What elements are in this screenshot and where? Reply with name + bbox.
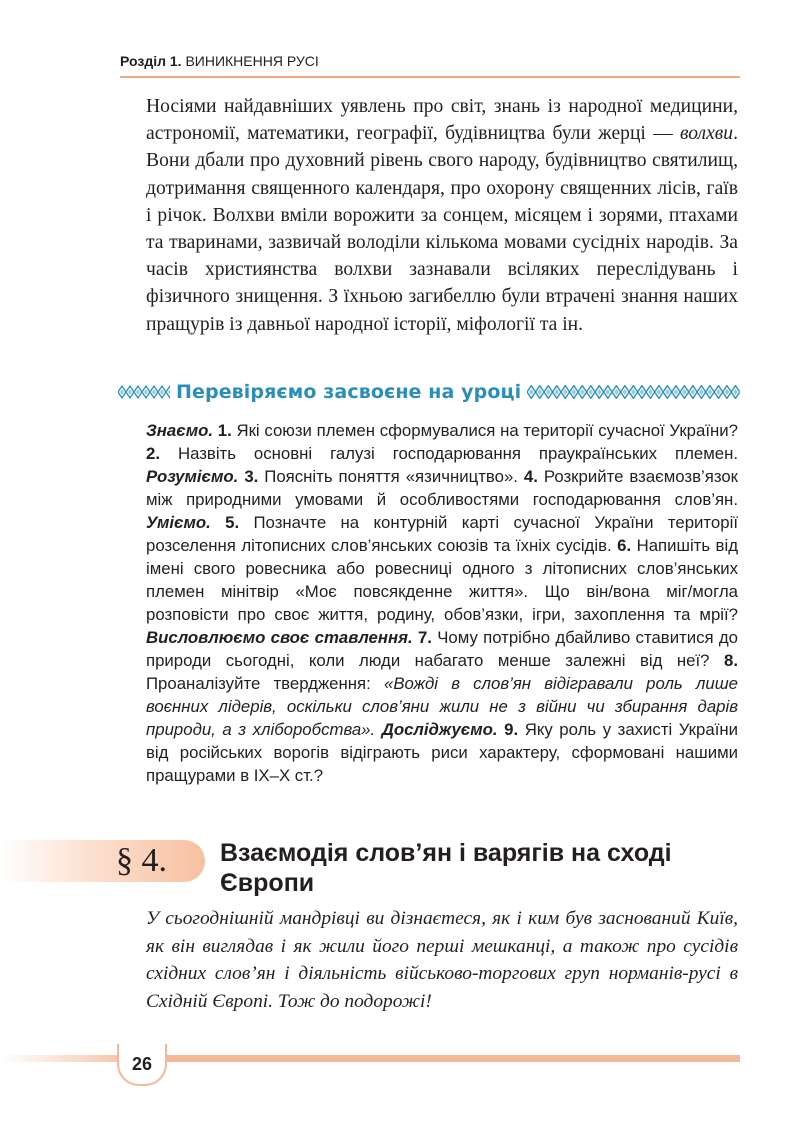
task-quote: «Вожді в слов’ян відігравали роль лише воєнних лідерів, оскільки слов’яни жили не з війни чи збирання дарів природи, а з хліборобства».: [146, 674, 738, 739]
label-research: Досліджуємо.: [381, 720, 498, 739]
check-heading: [118, 379, 740, 405]
intro-text-2: . Вони дбали про духовний рівень свого народу, будівництво святилищ, дотримання священного календаря, про охорону священних лісів, гаїв і річок. Волхви вміли ворожити за сонцем, місяцем і зорями, птахами та тваринами, зазвичай володіли кількома мовами сусідніх народів. За часів християнства волхви зазнавали всіляких переслідувань і фізичного знищення. З їхньою загибеллю були втрачені знання наших пращурів із давньої народної історії, міфології та ін.: [146, 123, 738, 335]
task-number: 9.: [504, 720, 519, 739]
task-text: Поясніть поняття «язичництво».: [264, 467, 518, 486]
task-number: 4.: [523, 467, 538, 486]
task-number: 6.: [617, 536, 632, 555]
task-text: Проаналізуйте твердження:: [146, 674, 371, 693]
label-know: Знаємо.: [146, 421, 214, 440]
task-text: Яку роль у захисті України від російських ворогів відіграють риси характеру, сформовані нашими пращурами в IX–X ст.?: [146, 720, 738, 785]
task-text: Чому потрібно дбайливо ставитися до природи сьогодні, коли люди набагато менше залежні від неї?: [146, 628, 738, 670]
intro-paragraph: [146, 93, 738, 338]
task-text: Позначте на контурній карті сучасної України території розселення літописних слов’янських союзів та їхніх сусідів.: [146, 513, 738, 555]
label-can: Уміємо.: [146, 513, 211, 532]
ornament-right-icon: [527, 385, 740, 399]
task-text: Які союзи племен сформувалися на території сучасної України?: [236, 421, 738, 440]
task-text: Назвіть основні галузі господарювання праукраїнських племен.: [177, 444, 738, 463]
section-label: Розділ 1.: [120, 53, 182, 69]
lead-paragraph: У сьогоднішній мандрівці ви дізнаєтеся, як і ким був заснований Київ, як він виглядав і як жили його перші мешканці, а також про сусідів східних слов’ян і діяльність військово-торгових груп норманів-русі в Східній Європі. Тож до подорожі!: [146, 908, 738, 1012]
task-number: 1.: [217, 421, 232, 440]
running-head: [120, 50, 740, 78]
check-heading-title: Перевіряємо засвоєне на уроці: [176, 381, 522, 403]
footer-rule: [0, 1055, 740, 1062]
intro-text-1: Носіями найдавніших уявлень про світ, знань із народної медицини, астрономії, математики, географії, будівництва були жерці —: [146, 96, 738, 145]
paragraph-title: Взаємодія слов’ян і варягів на сході Європи: [220, 839, 672, 897]
section-title: ВИНИКНЕННЯ РУСІ: [185, 53, 319, 69]
task-text: Напишіть від імені свого ровесника або ровесниці одного з літописних слов’янських племен мінітвір «Моє повсякденне життя». Що він/вона міг/могла розповісти про своє життя, родину, обов’язки, ігри, захоплення та мрії?: [146, 536, 738, 624]
task-number: 7.: [417, 628, 432, 647]
tasks-block: [146, 419, 738, 787]
task-number: 2.: [146, 444, 160, 463]
task-number: 5.: [225, 513, 240, 532]
intro-term: волхви: [679, 123, 734, 145]
task-number: 8.: [724, 651, 738, 670]
page-number: 26: [117, 1044, 167, 1086]
paragraph-mark: § 4.: [116, 842, 167, 879]
task-text: Розкрийте взаємозв’язок між природними умовами й особливостями господарювання слов’ян.: [146, 467, 738, 509]
label-understand: Розуміємо.: [146, 467, 239, 486]
task-number: 3.: [244, 467, 259, 486]
ornament-left-icon: [118, 385, 170, 399]
label-opinion: Висловлюємо своє ставлення.: [146, 628, 413, 647]
